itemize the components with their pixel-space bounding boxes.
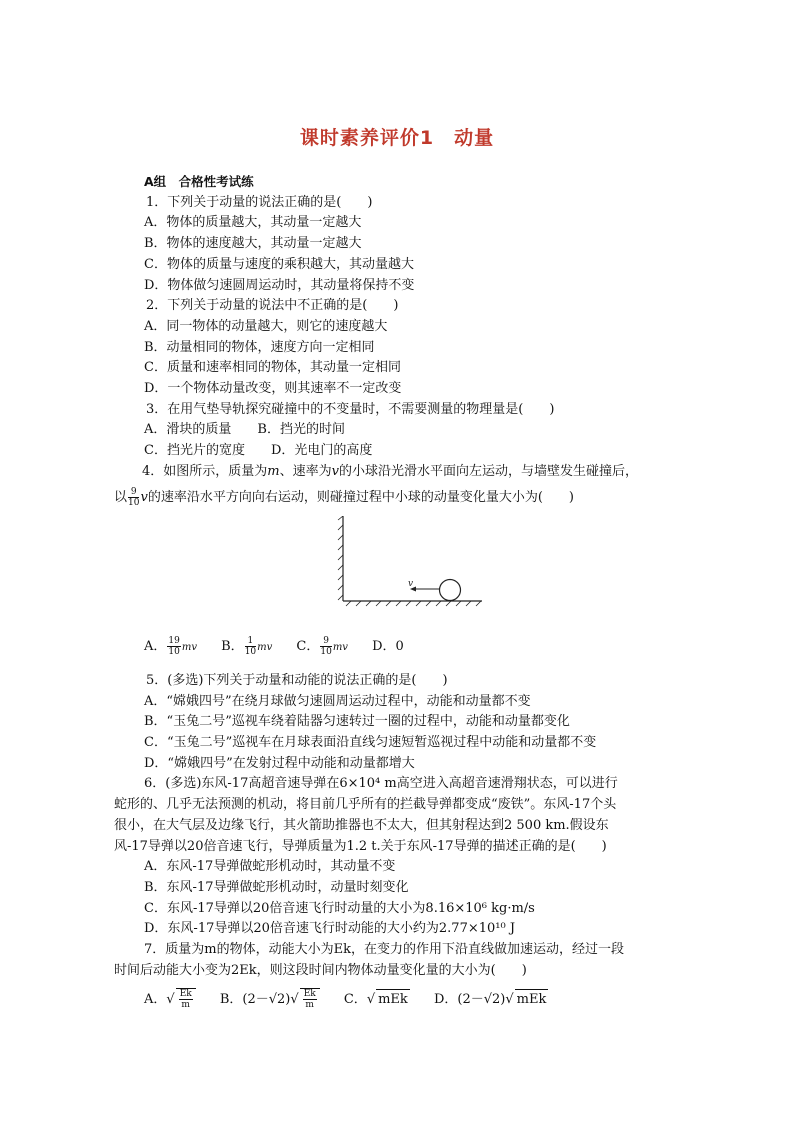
q4-fraction-denominator: 10: [128, 497, 140, 508]
question-4-options: [144, 636, 652, 659]
q4-option-a-den: 10: [168, 647, 180, 658]
q4-option-b-den: 10: [244, 647, 257, 658]
q7-option-b-fraction: [303, 989, 317, 1010]
q4-text-d: 以: [114, 489, 128, 505]
q7-option-b-label: B．(2－√2): [219, 991, 291, 1007]
question-4-stem-line1: [140, 462, 652, 483]
question-1-option-c: C．物体的质量与速度的乘积越大，其动量越大: [144, 256, 414, 272]
q4-text-a: 4．如图所示，质量为: [142, 463, 268, 479]
question-5-option-b: B．“玉兔二号”巡视车绕着陆器匀速转过一圈的过程中，动能和动量都变化: [144, 714, 570, 730]
q4-option-c: [296, 636, 348, 659]
question-6-option-c: C．东风-17导弹以20倍音速飞行时动量的大小为8.16×10⁶ kg·m/s: [144, 900, 535, 916]
q4-option-c-fraction: [320, 636, 331, 657]
q7-option-d-label: D．(2－√2): [433, 991, 506, 1007]
q4-option-a: [144, 636, 197, 659]
wall-ball-diagram: [144, 516, 652, 626]
q7-option-a-den: m: [181, 999, 190, 1010]
q4-option-a-mv: mv: [181, 642, 197, 654]
q4-text-e: 的速率沿水平方向向右运动，则碰撞过程中小球的动量变化量大小为( ): [147, 489, 574, 505]
q4-option-b-label: B．: [221, 639, 244, 655]
question-2-option-c: C．质量和速率相同的物体，其动量一定相同: [144, 360, 401, 376]
question-7-options: [144, 988, 652, 1011]
wall-hatching: [338, 516, 343, 600]
section-heading: A组 合格性考试练: [144, 174, 254, 189]
velocity-label: v: [408, 579, 414, 590]
question-3-options-cd: C．挡光片的宽度 D．光电门的高度: [144, 443, 373, 459]
q4-mass-symbol: m: [267, 463, 280, 479]
q7-option-a-num: Ek: [179, 988, 192, 999]
q4-option-b-fraction: [245, 636, 256, 657]
q4-option-c-num: 9: [320, 636, 331, 647]
question-5-option-a: A．“嫦娥四号”在绕月球做匀速圆周运动过程中，动能和动量都不变: [144, 693, 531, 709]
q7-option-a: A．√ $\frac{Ek}{m}$: [144, 988, 196, 1011]
wall-ball-figure: [144, 516, 652, 626]
q4-option-c-den: 10: [320, 647, 332, 658]
question-6-stem: 6．(多选)东风-17高超音速导弹在6×10⁴ m高空进入高超音速滑翔状态，可以进行蛇形的、几乎无法预测的机动，将目前几乎所有的拦截导弹都变成“废铁”。东风-17个头很小，在大气层及边缘飞行，其火箭助推器也不太大，但其射程达到2 500 km.假设东风-17导弹以20倍音速飞行，导弹质量为1.2 t.关于东风-17导弹的描述正确的是( ): [114, 776, 618, 854]
question-3-options-ab: A．滑块的质量 B．挡光的时间: [144, 422, 345, 438]
q7-option-b-den: m: [305, 999, 314, 1010]
q4-option-c-mv: mv: [332, 642, 348, 654]
q7-option-b-num: Ek: [303, 988, 316, 999]
q7-option-c-radicand: mEk: [376, 989, 410, 1011]
page-title: 课时素养评价1 动量: [299, 127, 495, 149]
question-1-option-a: A．物体的质量越大，其动量一定越大: [144, 215, 362, 231]
q7-option-d-radicand: mEk: [515, 989, 549, 1011]
question-6-option-d: D．东风-17导弹以20倍音速飞行时动能的大小约为2.77×10¹⁰ J: [144, 921, 516, 937]
question-2-option-b: B．动量相同的物体，速度方向一定相同: [144, 339, 375, 355]
q4-option-a-num: 19: [168, 636, 180, 647]
question-5-stem: 5．(多选)下列关于动量和动能的说法正确的是( ): [146, 672, 448, 688]
q4-fraction: [128, 487, 139, 508]
question-2-option-a: A．同一物体的动量越大，则它的速度越大: [144, 318, 388, 334]
question-7-stem: 7．质量为m的物体，动能大小为Ek，在变力的作用下沿直线做加速运动，经过一段时间后动能大小变为2Ek，则这段时间内物体动量变化量的大小为( ): [114, 942, 624, 978]
q7-option-a-label: A．: [144, 991, 167, 1007]
question-6-option-a: A．东风-17导弹做蛇形机动时，其动量不变: [144, 859, 396, 875]
question-2-stem: 2．下列关于动量的说法中不正确的是( ): [146, 298, 399, 314]
question-5-option-d: D．“嫦娥四号”在发射过程中动能和动量都增大: [144, 755, 415, 771]
question-1-option-d: D．物体做匀速圆周运动时，其动量将保持不变: [144, 277, 415, 293]
q4-option-b-num: 1: [245, 636, 256, 647]
question-4-stem-line2: [114, 487, 652, 509]
q4-option-a-label: A．: [144, 639, 167, 655]
question-5-option-c: C．“玉兔二号”巡视车在月球表面沿直线匀速短暂巡视过程中动能和动量都不变: [144, 735, 597, 751]
q4-text-b: 、速率为: [279, 463, 332, 479]
q4-option-b-mv: mv: [257, 642, 273, 654]
q7-option-a-fraction: [179, 989, 193, 1010]
q4-velocity-symbol: v: [331, 463, 339, 479]
q4-text-c: 的小球沿光滑水平面向左运动，与墙壁发生碰撞后，: [338, 463, 638, 479]
question-1-stem: 1．下列关于动量的说法正确的是( ): [146, 194, 373, 210]
content: [114, 172, 652, 1010]
q7-option-c: C．√ mEk: [344, 989, 410, 1011]
q4-fraction-numerator: 9: [128, 487, 139, 498]
spacer: [144, 659, 652, 671]
q7-option-c-label: C．: [343, 991, 367, 1007]
q7-option-d: D．(2－√2)√ mEk: [434, 989, 548, 1011]
q4-option-c-label: C．: [296, 639, 320, 655]
question-6-option-b: B．东风-17导弹做蛇形机动时，动量时刻变化: [144, 879, 409, 895]
q4-option-b: [221, 636, 272, 659]
question-3-stem: 3．在用气垫导轨探究碰撞中的不变量时，不需要测量的物理量是( ): [146, 401, 555, 417]
q7-option-b: B．(2－√2)√ $\frac{Ek}{m}$: [220, 988, 320, 1011]
question-1-option-b: B．物体的速度越大，其动量一定越大: [144, 236, 362, 252]
floor-hatching: [346, 601, 481, 606]
q4-option-a-fraction: [167, 636, 180, 657]
q4-option-d: D．0: [372, 639, 404, 655]
ball-circle: [440, 580, 461, 601]
question-2-option-d: D．一个物体动量改变，则其速率不一定改变: [144, 381, 402, 397]
q4-velocity-symbol-2: v: [140, 489, 148, 505]
